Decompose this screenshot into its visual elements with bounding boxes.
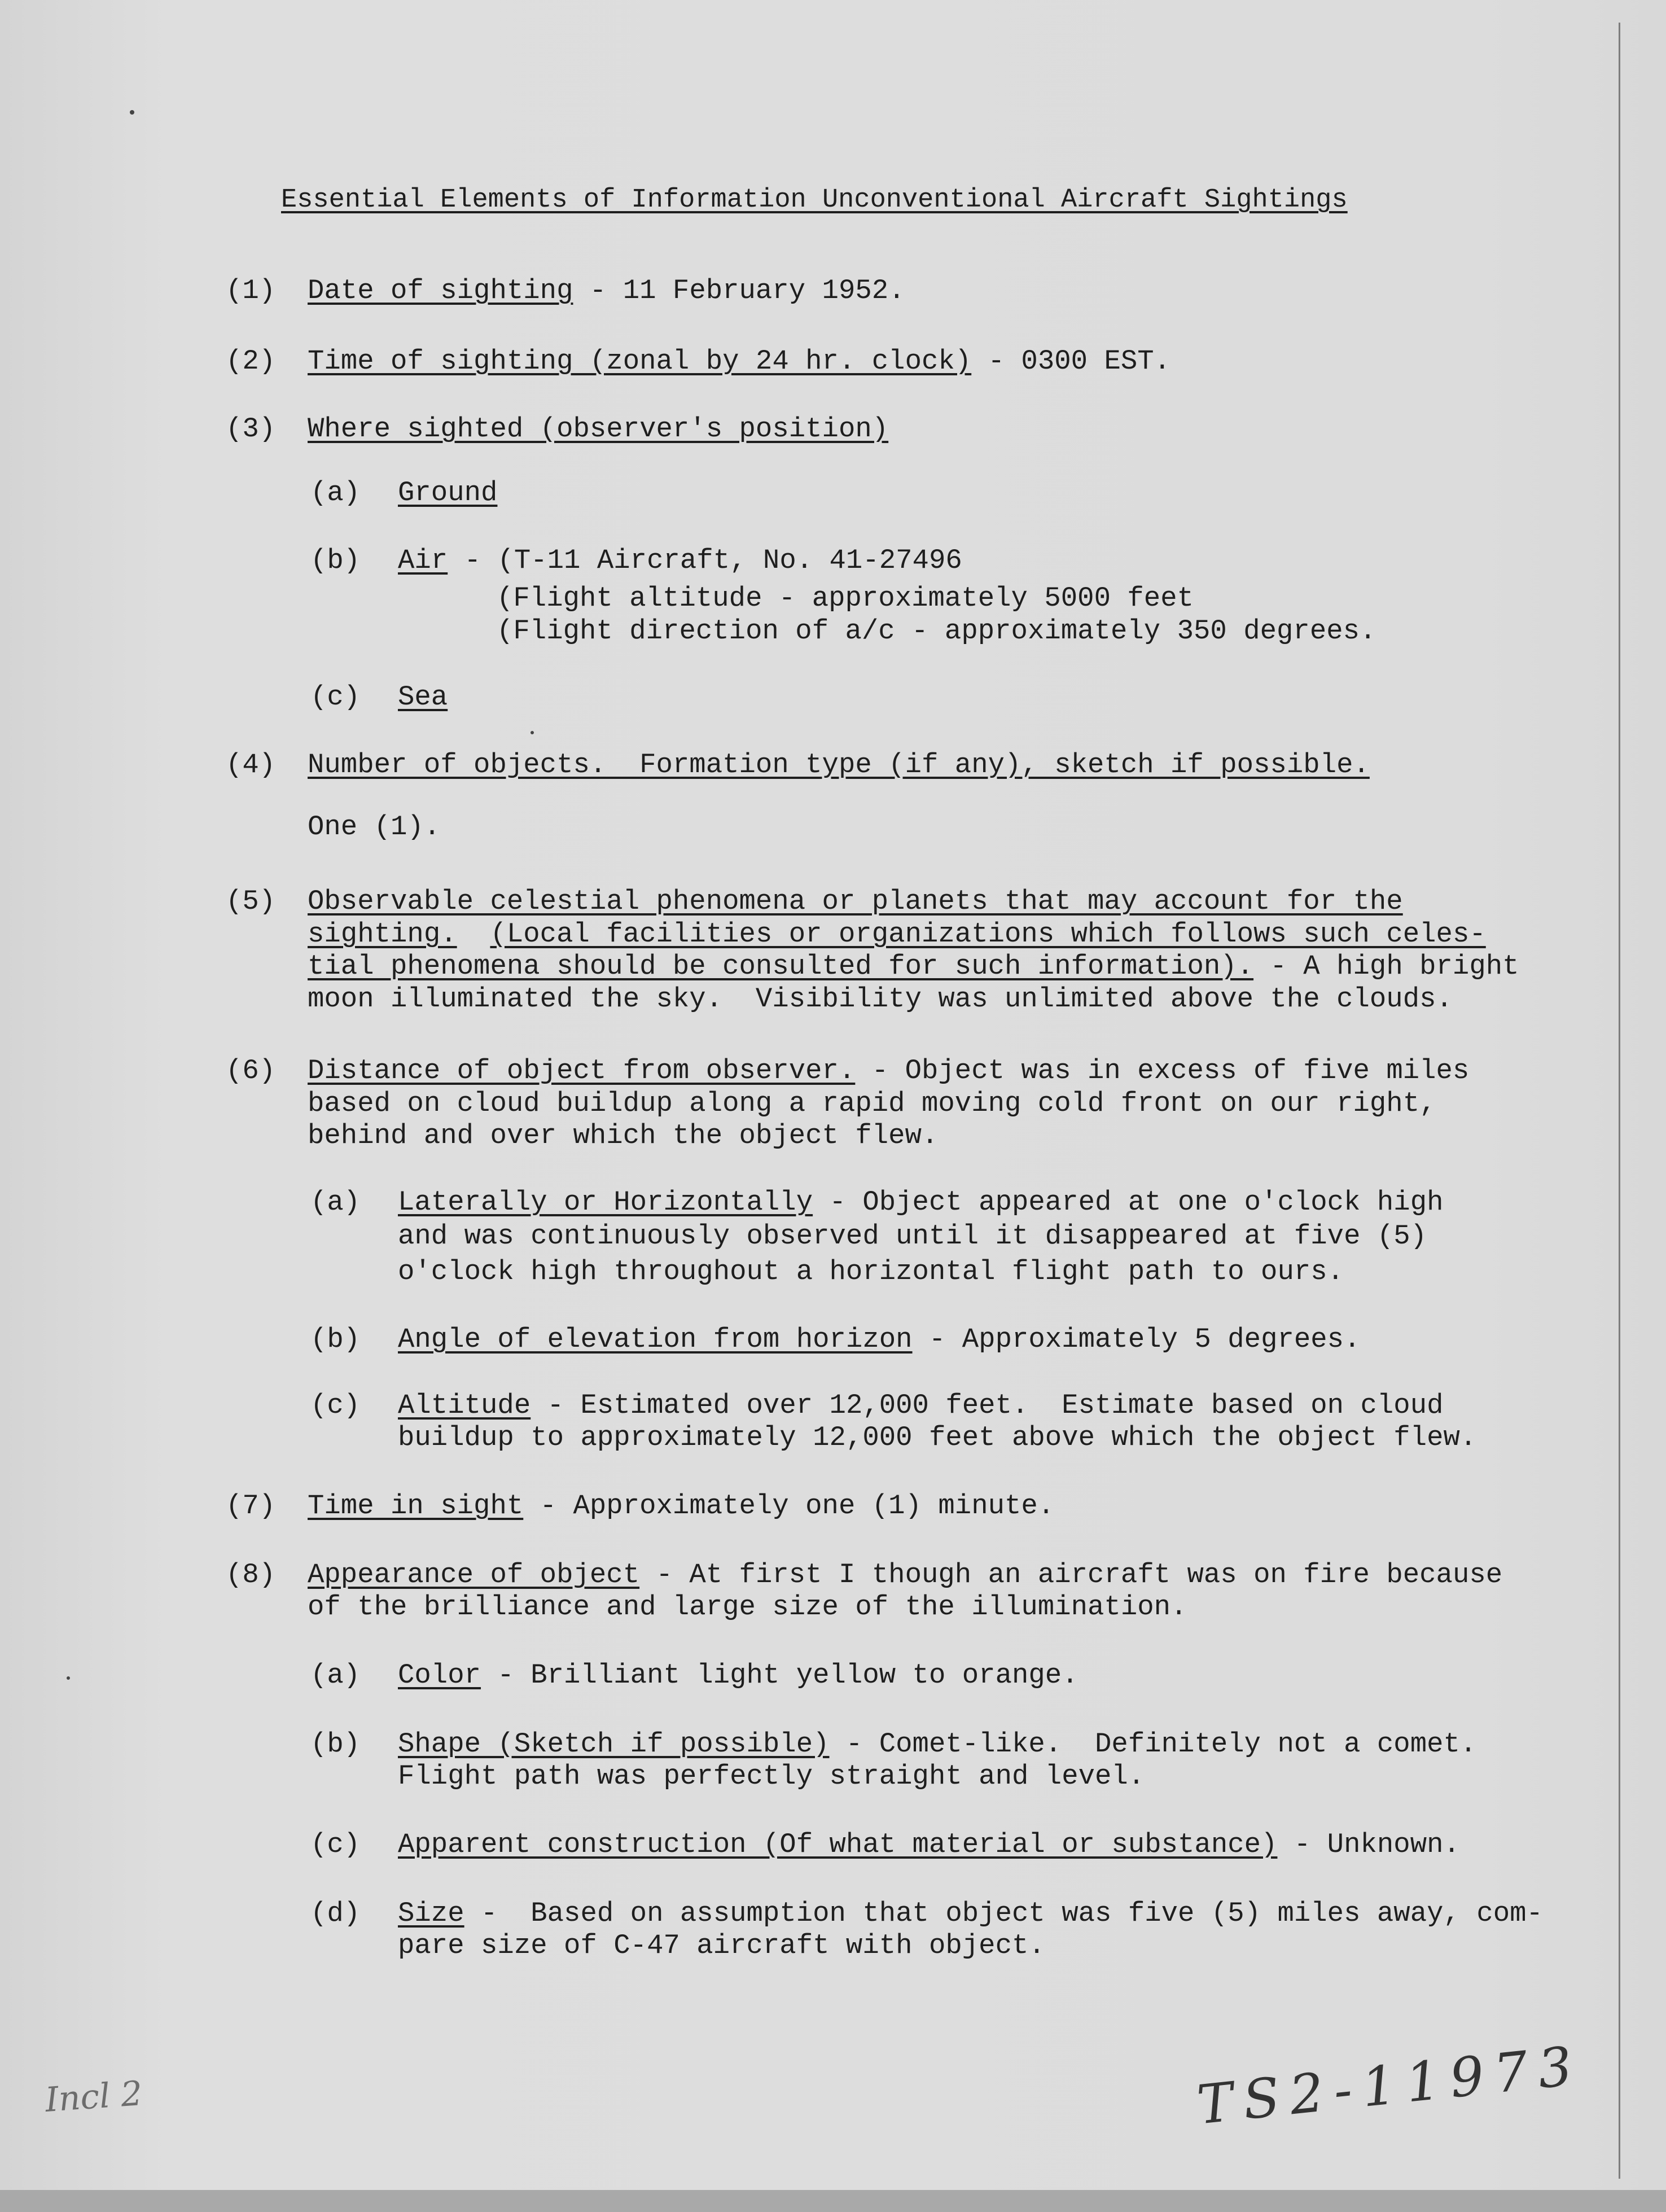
item-value: - At first I though an aircraft was on fire because xyxy=(639,1559,1503,1591)
item-value: of the brilliance and large size of the illumination. xyxy=(308,1591,1187,1623)
item-text-line xyxy=(308,751,1370,779)
item-text-line xyxy=(398,1661,1078,1689)
item-number: (4) xyxy=(226,749,276,781)
item-heading: Where sighted (observer's position) xyxy=(308,413,889,445)
item-text-line xyxy=(308,1593,1187,1621)
item-value: - Object appeared at one o'clock high xyxy=(813,1186,1444,1218)
item-text-line xyxy=(398,1391,1444,1420)
item-value: moon illuminated the sky. Visibility was unlimited above the clouds. xyxy=(308,983,1453,1015)
item-number: (5) xyxy=(226,886,276,917)
handwritten-enclosure-note: Incl 2 xyxy=(43,2074,144,2120)
item-number: (1) xyxy=(226,275,276,306)
item-heading: Laterally or Horizontally xyxy=(398,1186,813,1218)
item-text-line xyxy=(308,347,1170,375)
item-value: based on cloud buildup along a rapid moving cold front on our right, xyxy=(308,1088,1436,1119)
scan-speck xyxy=(130,110,134,115)
item-value: - Object was in excess of five miles xyxy=(855,1055,1470,1087)
item-text-line xyxy=(497,584,1194,612)
item-number: (c) xyxy=(310,1829,361,1860)
item-heading: Date of sighting xyxy=(308,275,573,306)
item-heading: Distance of object from observer. xyxy=(308,1055,856,1087)
item-heading: (Local facilities or organizations which follows such celes- xyxy=(490,918,1486,950)
item-value xyxy=(457,918,490,950)
item-heading: Time of sighting (zonal by 24 hr. clock) xyxy=(308,345,972,377)
item-value: pare size of C-47 aircraft with object. xyxy=(398,1930,1045,1961)
item-heading: Ground xyxy=(398,477,498,509)
item-heading: tial phenomena should be consulted for such information). xyxy=(308,950,1254,982)
item-heading: Altitude xyxy=(398,1390,531,1421)
item-number: (a) xyxy=(310,1659,361,1691)
item-heading: Time in sight xyxy=(308,1490,524,1522)
item-value: o'clock high throughout a horizontal flight path to ours. xyxy=(398,1256,1344,1287)
item-value: behind and over which the object flew. xyxy=(308,1120,939,1151)
item-number: (2) xyxy=(226,345,276,377)
item-value: buildup to approximately 12,000 feet above which the object flew. xyxy=(398,1422,1477,1453)
page-edge-line xyxy=(1619,23,1620,2179)
item-text-line xyxy=(308,985,1453,1013)
item-value: (Flight direction of a/c - approximately 350 degrees. xyxy=(497,615,1376,647)
item-value: - Unknown. xyxy=(1277,1829,1460,1860)
item-heading: Apparent construction (Of what material or substance) xyxy=(398,1829,1278,1860)
item-text-line xyxy=(308,415,888,443)
item-value: - Approximately 5 degrees. xyxy=(912,1324,1361,1355)
item-value: - Brilliant light yellow to orange. xyxy=(481,1659,1078,1691)
item-text-line xyxy=(308,813,440,841)
item-text-line xyxy=(308,920,1486,948)
item-text-line xyxy=(398,1188,1444,1216)
item-number: (7) xyxy=(226,1490,276,1522)
item-value: - (T-11 Aircraft, No. 41-27496 xyxy=(448,545,962,576)
scan-bottom-strip xyxy=(0,2190,1666,2212)
item-number: (c) xyxy=(310,681,361,713)
item-heading: Number of objects. Formation type (if any), sketch if possible. xyxy=(308,749,1370,781)
item-value: (Flight altitude - approximately 5000 feet xyxy=(497,582,1194,614)
item-heading: Air xyxy=(398,545,448,576)
item-value: One (1). xyxy=(308,811,441,843)
item-heading: Angle of elevation from horizon xyxy=(398,1324,913,1355)
item-text-line xyxy=(398,1258,1344,1286)
handwritten-file-number: TS2-11973 xyxy=(1194,2034,1586,2137)
item-value: and was continuously observed until it disappeared at five (5) xyxy=(398,1220,1427,1252)
item-text-line xyxy=(398,546,962,575)
item-text-line xyxy=(497,617,1376,645)
document-title: Essential Elements of Information Unconventional Aircraft Sightings xyxy=(281,185,1348,215)
item-text-line xyxy=(398,1931,1045,1960)
item-heading: sighting. xyxy=(308,918,457,950)
item-heading: Sea xyxy=(398,681,448,713)
item-text-line xyxy=(398,1222,1427,1250)
item-text-line xyxy=(308,952,1519,980)
item-text-line xyxy=(308,887,1403,916)
item-text-line xyxy=(398,1423,1476,1452)
item-number: (a) xyxy=(310,477,361,509)
item-text-line xyxy=(398,1830,1460,1859)
item-text-line xyxy=(398,1762,1145,1790)
item-heading: Shape (Sketch if possible) xyxy=(398,1728,830,1760)
item-number: (b) xyxy=(310,1728,361,1760)
item-number: (c) xyxy=(310,1390,361,1421)
item-text-line xyxy=(308,277,905,305)
scan-speck xyxy=(67,1676,70,1680)
item-heading: Observable celestial phenomena or planets that may account for the xyxy=(308,886,1403,917)
item-number: (b) xyxy=(310,545,361,576)
item-value: - Estimated over 12,000 feet. Estimate based on cloud xyxy=(531,1390,1444,1421)
item-number: (d) xyxy=(310,1898,361,1929)
item-text-line xyxy=(398,1899,1543,1928)
item-heading: Appearance of object xyxy=(308,1559,640,1591)
item-text-line xyxy=(308,1057,1469,1085)
item-text-line xyxy=(308,1561,1502,1589)
item-number: (a) xyxy=(310,1186,361,1218)
item-number: (b) xyxy=(310,1324,361,1355)
item-text-line xyxy=(398,683,448,711)
item-value: - Approximately one (1) minute. xyxy=(523,1490,1055,1522)
item-value: - A high bright xyxy=(1253,950,1519,982)
item-number: (8) xyxy=(226,1559,276,1591)
item-text-line xyxy=(398,1325,1361,1354)
item-number: (6) xyxy=(226,1055,276,1087)
item-text-line xyxy=(308,1122,938,1150)
item-heading: Size xyxy=(398,1898,464,1929)
item-value: - Based on assumption that object was five (5) miles away, com- xyxy=(464,1898,1543,1929)
item-value: - 11 February 1952. xyxy=(573,275,905,306)
item-text-line xyxy=(398,1730,1476,1758)
item-value: Flight path was perfectly straight and level. xyxy=(398,1760,1145,1792)
item-heading: Color xyxy=(398,1659,481,1691)
item-text-line xyxy=(308,1089,1436,1118)
item-value: - 0300 EST. xyxy=(971,345,1171,377)
scan-speck xyxy=(531,731,534,734)
item-text-line xyxy=(308,1492,1054,1520)
item-value: - Comet-like. Definitely not a comet. xyxy=(829,1728,1477,1760)
item-number: (3) xyxy=(226,413,276,445)
item-text-line xyxy=(398,479,497,507)
